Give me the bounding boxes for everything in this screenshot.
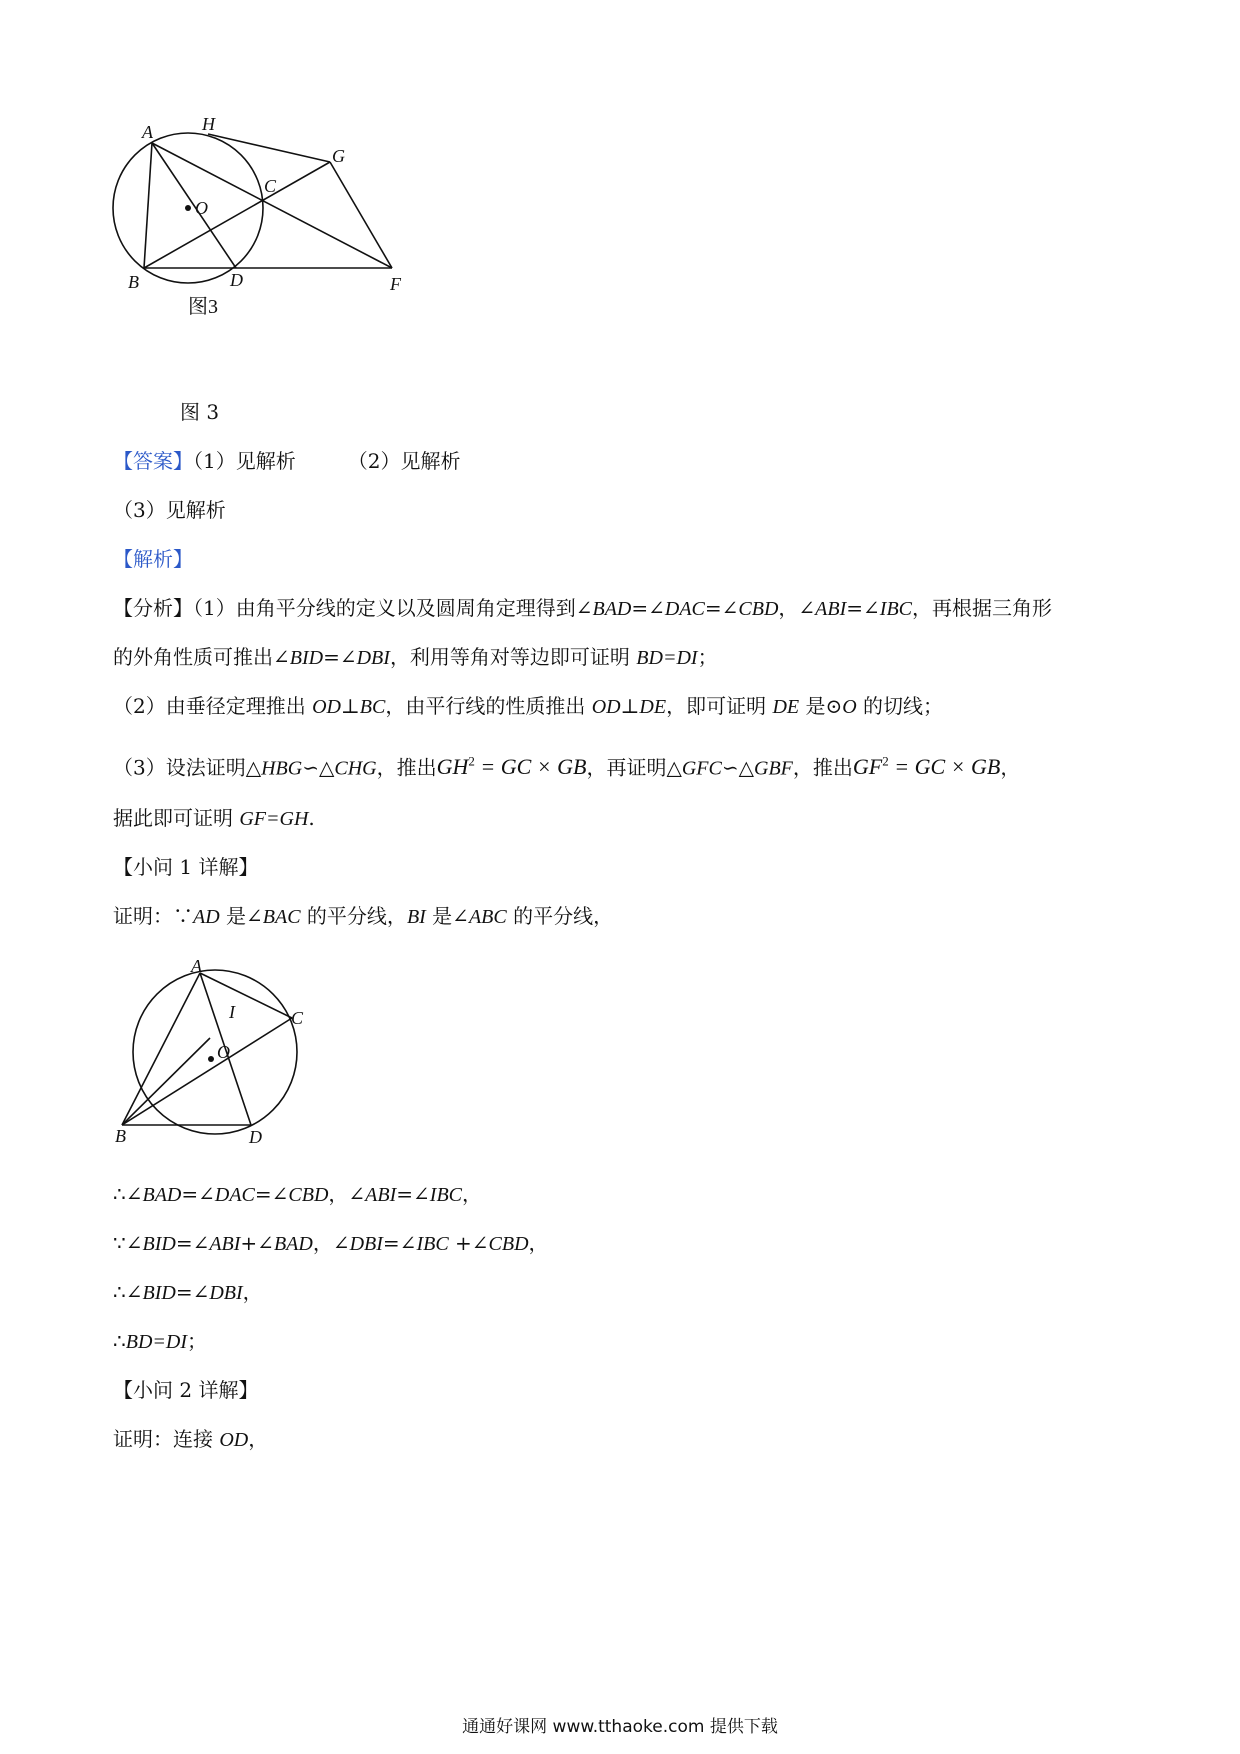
sub2-proof-line: 证明：连接 OD， (113, 1427, 269, 1451)
label-o: O (217, 1042, 230, 1062)
label-b: B (128, 272, 139, 292)
sub2-tag-line (113, 1376, 258, 1404)
sub1-proof-line: 证明：∵AD 是∠BAC 的平分线，BI 是∠ABC 的平分线， (113, 904, 614, 928)
step-2: ∵∠BID=∠ABI+∠BAD，∠DBI=∠IBC +∠CBD， (113, 1231, 549, 1255)
answer-line-1 (113, 447, 460, 475)
sub2-tag: 【小问 2 详解】 (113, 1378, 259, 1402)
figure-3-caption: 图 3 (180, 400, 220, 424)
sub1-tag: 【小问 1 详解】 (113, 855, 259, 879)
label-c: C (291, 1008, 304, 1028)
analysis-line-3: （2）由垂径定理推出 OD⊥BC，由平行线的性质推出 OD⊥DE，即可证明 DE 是⊙O 的切线； (113, 694, 944, 718)
center-point-o (208, 1056, 214, 1062)
answer-part-2: （2）见解析 (347, 449, 461, 473)
answer-tag: 【答案】 (113, 449, 193, 473)
figure-sub1 (115, 960, 315, 1150)
analysis-line-5: 据此即可证明 GF=GH. (113, 806, 315, 830)
answer-part-1: （1）见解析 (193, 449, 296, 473)
label-c: C (264, 176, 277, 196)
center-point-o (185, 205, 191, 211)
step-4: ∴BD=DI； (113, 1329, 207, 1353)
formula-gf-squared: $GF^2$ = GC × GB (852, 754, 1001, 780)
answer-line-2 (113, 496, 226, 524)
sub1-tag-line (113, 853, 258, 881)
label-d: D (230, 270, 243, 290)
figure-3 (100, 110, 460, 360)
label-h: H (202, 114, 215, 134)
formula-gh-squared: $GH^2$ = GC × GB (436, 754, 587, 780)
step-1: ∴∠BAD=∠DAC=∠CBD，∠ABI=∠IBC， (113, 1182, 482, 1206)
analysis-line-4: （3）设法证明△HBG∽△CHG，推出$GH^2$ = GC × GB，再证明△GFC∽△GBF，推出$GF^2$ = GC × GB， (113, 754, 1021, 780)
label-f: F (390, 274, 401, 294)
step-3: ∴∠BID=∠DBI， (113, 1280, 263, 1304)
label-d: D (249, 1127, 262, 1147)
label-a: A (191, 960, 202, 976)
figure-3-inner-caption: 图3 (188, 296, 218, 318)
label-b: B (115, 1126, 126, 1146)
analysis-line-1: 【分析】（1）由角平分线的定义以及圆周角定理得到∠BAD=∠DAC=∠CBD，∠ABI=∠IBC，再根据三角形 (113, 596, 1052, 620)
label-i: I (229, 1002, 235, 1022)
analysis-line-2: 的外角性质可推出∠BID=∠DBI，利用等角对等边即可证明 BD=DI； (113, 645, 718, 669)
label-o: O (195, 198, 208, 218)
label-a: A (142, 122, 153, 142)
analysis-tag: 【解析】 (113, 547, 193, 571)
label-g: G (332, 146, 345, 166)
analysis-tag-line (113, 545, 193, 573)
page-footer: 通通好课网 www.tthaoke.com 提供下载 (462, 1717, 778, 1737)
answer-part-3: （3）见解析 (113, 498, 226, 522)
